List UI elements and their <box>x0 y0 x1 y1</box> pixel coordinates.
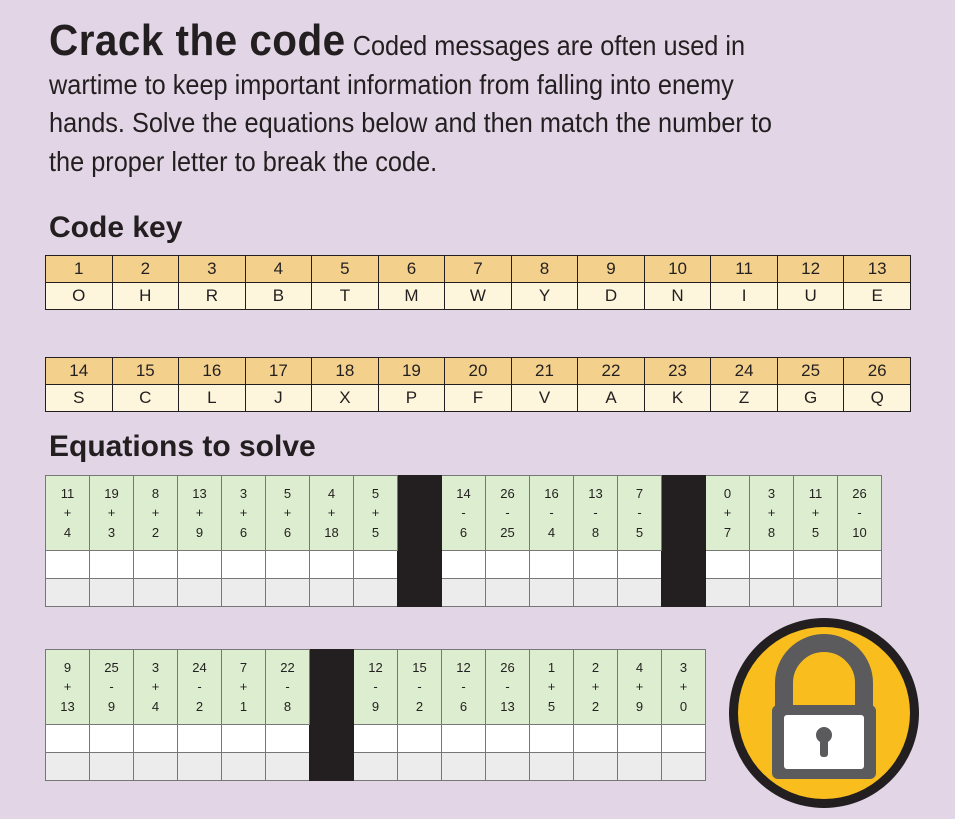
equation-cell <box>222 650 266 725</box>
equation-operand: 2 <box>151 524 160 540</box>
code-key-letter: T <box>312 283 379 310</box>
code-key-number: 6 <box>378 256 445 283</box>
answer-number-box[interactable] <box>442 725 486 753</box>
answer-letter-box[interactable] <box>222 753 266 781</box>
equation-cell <box>618 476 662 551</box>
code-key-letter: U <box>777 283 844 310</box>
equation-operand: 7 <box>239 659 248 675</box>
answer-number-box[interactable] <box>222 725 266 753</box>
equation-cell <box>354 476 398 551</box>
answer-number-box[interactable] <box>442 551 486 579</box>
equation-cell <box>398 650 442 725</box>
code-key-letter: J <box>245 385 312 412</box>
equation-operand: 12 <box>368 659 383 675</box>
code-key-letter: S <box>46 385 113 412</box>
answer-number-box[interactable] <box>706 551 750 579</box>
equation-operand: 13 <box>500 698 515 714</box>
answer-number-box[interactable] <box>266 725 310 753</box>
answer-letter-box[interactable] <box>574 753 618 781</box>
equation-cell <box>266 476 310 551</box>
answer-letter-box[interactable] <box>750 579 794 607</box>
code-key-table-1 <box>45 255 911 310</box>
equation-cell <box>838 476 882 551</box>
code-key-letter: W <box>445 283 512 310</box>
answer-letter-box[interactable] <box>486 579 530 607</box>
equation-operand: 4 <box>63 524 72 540</box>
equation-operand: 8 <box>283 698 292 714</box>
equation-operand: 26 <box>852 485 867 501</box>
answer-number-box[interactable] <box>618 551 662 579</box>
code-key-heading: Code key <box>49 211 183 244</box>
equation-cell <box>46 650 90 725</box>
answer-number-box[interactable] <box>486 725 530 753</box>
answer-number-box[interactable] <box>90 551 134 579</box>
answer-number-box[interactable] <box>838 551 882 579</box>
equation-operand: 4 <box>635 659 644 675</box>
equation-operand: 9 <box>195 524 204 540</box>
equation-operand: 0 <box>723 485 732 501</box>
code-key-letter-row <box>46 283 911 310</box>
answer-letter-box[interactable] <box>530 753 574 781</box>
equation-cell <box>90 476 134 551</box>
equation-operand: 4 <box>327 485 336 501</box>
equation-operator: + <box>151 679 160 695</box>
equation-operator: + <box>195 505 204 521</box>
code-key-letter: F <box>445 385 512 412</box>
equation-operand: 6 <box>239 524 248 540</box>
answer-number-box[interactable] <box>574 725 618 753</box>
equation-operand: 13 <box>588 485 603 501</box>
code-key-number: 11 <box>711 256 778 283</box>
equation-cell <box>134 476 178 551</box>
equation-cell <box>794 476 838 551</box>
answer-number-row <box>46 551 882 579</box>
answer-letter-box[interactable] <box>310 579 354 607</box>
equation-operator: + <box>151 505 160 521</box>
equation-operand: 5 <box>547 698 556 714</box>
equation-operator: + <box>591 679 600 695</box>
answer-number-box[interactable] <box>266 551 310 579</box>
equation-operator: + <box>327 505 336 521</box>
equation-operand: 3 <box>767 485 776 501</box>
equation-cell <box>530 650 574 725</box>
word-separator <box>310 650 354 781</box>
equation-operator: - <box>549 505 554 521</box>
equation-operator: + <box>239 505 248 521</box>
code-key-number: 1 <box>46 256 113 283</box>
equation-operator: - <box>593 505 598 521</box>
equation-operand: 25 <box>500 524 515 540</box>
equation-operator: + <box>371 505 380 521</box>
answer-letter-box[interactable] <box>222 579 266 607</box>
answer-number-box[interactable] <box>354 551 398 579</box>
code-key-letter: Z <box>711 385 778 412</box>
equation-operator: - <box>197 679 202 695</box>
equation-operand: 1 <box>547 659 556 675</box>
equation-cell <box>222 476 266 551</box>
answer-letter-box[interactable] <box>90 579 134 607</box>
answer-number-box[interactable] <box>134 551 178 579</box>
equation-operand: 3 <box>679 659 688 675</box>
equation-operand: 9 <box>371 698 380 714</box>
answer-letter-box[interactable] <box>134 579 178 607</box>
answer-letter-box[interactable] <box>618 579 662 607</box>
equation-operand: 5 <box>283 485 292 501</box>
word-separator <box>398 476 442 607</box>
equation-cell <box>310 476 354 551</box>
answer-number-box[interactable] <box>134 725 178 753</box>
equation-operand: 2 <box>195 698 204 714</box>
equation-operand: 11 <box>60 485 75 501</box>
answer-number-box[interactable] <box>662 725 706 753</box>
equation-operand: 7 <box>723 524 732 540</box>
code-key-number: 5 <box>312 256 379 283</box>
code-key-table-2 <box>45 357 911 412</box>
equation-cell <box>486 650 530 725</box>
equation-operand: 16 <box>544 485 559 501</box>
code-key-letter: N <box>644 283 711 310</box>
answer-letter-box[interactable] <box>354 753 398 781</box>
equation-operand: 10 <box>852 524 867 540</box>
code-key-number: 21 <box>511 358 578 385</box>
answer-number-box[interactable] <box>486 551 530 579</box>
answer-letter-box[interactable] <box>618 753 662 781</box>
equation-operator: - <box>505 505 510 521</box>
code-key-letter: B <box>245 283 312 310</box>
code-key-number: 10 <box>644 256 711 283</box>
equation-operator: + <box>767 505 776 521</box>
word-separator <box>662 476 706 607</box>
equation-operator: + <box>811 505 820 521</box>
answer-letter-box[interactable] <box>398 753 442 781</box>
equation-operator: - <box>109 679 114 695</box>
equation-operand: 0 <box>679 698 688 714</box>
code-key-number: 4 <box>245 256 312 283</box>
code-key-number: 15 <box>112 358 179 385</box>
code-key-number: 20 <box>445 358 512 385</box>
code-key-letter: G <box>777 385 844 412</box>
equations-heading: Equations to solve <box>49 430 316 463</box>
equation-operand: 4 <box>547 524 556 540</box>
code-key-letter: O <box>46 283 113 310</box>
code-key-number: 17 <box>245 358 312 385</box>
answer-letter-box[interactable] <box>442 579 486 607</box>
answer-letter-box[interactable] <box>354 579 398 607</box>
equation-operand: 2 <box>591 698 600 714</box>
answer-number-box[interactable] <box>310 551 354 579</box>
answer-number-box[interactable] <box>46 551 90 579</box>
equation-cell <box>178 476 222 551</box>
answer-letter-box[interactable] <box>178 579 222 607</box>
code-key-letter: P <box>378 385 445 412</box>
answer-letter-box[interactable] <box>706 579 750 607</box>
answer-number-box[interactable] <box>574 551 618 579</box>
equation-cell <box>530 476 574 551</box>
answer-number-box[interactable] <box>618 725 662 753</box>
code-key-number: 25 <box>777 358 844 385</box>
answer-letter-row <box>46 753 706 781</box>
equation-operator: + <box>283 505 292 521</box>
equation-operand: 3 <box>151 659 160 675</box>
equation-cell <box>46 476 90 551</box>
code-key-number: 13 <box>844 256 911 283</box>
equation-block-2 <box>45 649 706 781</box>
answer-number-box[interactable] <box>90 725 134 753</box>
equation-cell <box>442 650 486 725</box>
equation-operand: 1 <box>239 698 248 714</box>
code-key-letter: E <box>844 283 911 310</box>
code-key-number: 16 <box>179 358 246 385</box>
answer-number-box[interactable] <box>794 551 838 579</box>
code-key-number: 8 <box>511 256 578 283</box>
equation-operator: + <box>723 505 732 521</box>
code-key-letter: D <box>578 283 645 310</box>
equation-operator: - <box>461 679 466 695</box>
intro-text: Coded messages are often used in wartime to keep important information from falling into enemy hands. Solve the equations below and then match the number to the proper letter to break the code. <box>49 30 772 177</box>
equation-operand: 7 <box>635 485 644 501</box>
equation-operand: 15 <box>412 659 427 675</box>
code-key-number-row <box>46 256 911 283</box>
code-key-number: 2 <box>112 256 179 283</box>
equation-operator: + <box>63 505 72 521</box>
answer-number-box[interactable] <box>178 725 222 753</box>
equation-cell <box>706 476 750 551</box>
code-key-number: 7 <box>445 256 512 283</box>
answer-letter-box[interactable] <box>486 753 530 781</box>
equation-cell <box>90 650 134 725</box>
equation-cell <box>442 476 486 551</box>
answer-letter-box[interactable] <box>178 753 222 781</box>
equation-cell <box>486 476 530 551</box>
equation-operand: 18 <box>324 524 339 540</box>
equation-row <box>46 476 882 551</box>
equation-operand: 5 <box>811 524 820 540</box>
answer-letter-box[interactable] <box>442 753 486 781</box>
equation-operand: 8 <box>591 524 600 540</box>
code-key-letter: Y <box>511 283 578 310</box>
equation-cell <box>662 650 706 725</box>
code-key-number: 22 <box>578 358 645 385</box>
code-key-letter: Q <box>844 385 911 412</box>
code-key-letter: R <box>179 283 246 310</box>
equation-operator: - <box>505 679 510 695</box>
equation-operator: - <box>417 679 422 695</box>
answer-number-box[interactable] <box>354 725 398 753</box>
equation-operand: 13 <box>60 698 75 714</box>
equation-operand: 25 <box>104 659 119 675</box>
equation-cell <box>354 650 398 725</box>
equation-operand: 12 <box>456 659 471 675</box>
code-key-number: 19 <box>378 358 445 385</box>
answer-number-box[interactable] <box>398 725 442 753</box>
equation-cell <box>134 650 178 725</box>
equation-operand: 14 <box>456 485 471 501</box>
equation-operand: 2 <box>415 698 424 714</box>
answer-number-box[interactable] <box>530 725 574 753</box>
equation-operator: + <box>635 679 644 695</box>
equation-operand: 3 <box>239 485 248 501</box>
equation-operator: + <box>239 679 248 695</box>
equation-operand: 6 <box>459 524 468 540</box>
answer-number-box[interactable] <box>750 551 794 579</box>
equation-operand: 8 <box>767 524 776 540</box>
code-key-letter: X <box>312 385 379 412</box>
code-key-number: 26 <box>844 358 911 385</box>
equation-operand: 5 <box>635 524 644 540</box>
code-key-number: 23 <box>644 358 711 385</box>
equation-operand: 13 <box>192 485 207 501</box>
answer-letter-box[interactable] <box>46 753 90 781</box>
equation-operand: 9 <box>107 698 116 714</box>
code-key-letter: M <box>378 283 445 310</box>
equation-operand: 4 <box>151 698 160 714</box>
equation-operand: 5 <box>371 524 380 540</box>
equation-operator: + <box>63 679 72 695</box>
equation-operator: + <box>679 679 688 695</box>
answer-letter-box[interactable] <box>266 753 310 781</box>
equation-operand: 26 <box>500 659 515 675</box>
answer-letter-box[interactable] <box>574 579 618 607</box>
code-key-letter: I <box>711 283 778 310</box>
equation-operand: 5 <box>371 485 380 501</box>
answer-letter-box[interactable] <box>530 579 574 607</box>
equation-operator: - <box>637 505 642 521</box>
equation-operator: - <box>461 505 466 521</box>
code-key-number-row <box>46 358 911 385</box>
equation-operand: 9 <box>635 698 644 714</box>
answer-letter-box[interactable] <box>838 579 882 607</box>
equation-operand: 2 <box>591 659 600 675</box>
code-key-letter: H <box>112 283 179 310</box>
equation-operator: + <box>547 679 556 695</box>
equation-operator: - <box>857 505 862 521</box>
equation-cell <box>574 650 618 725</box>
intro-paragraph <box>49 16 785 181</box>
equation-operand: 22 <box>280 659 295 675</box>
padlock-icon <box>726 615 922 811</box>
equation-operand: 6 <box>283 524 292 540</box>
equation-cell <box>618 650 662 725</box>
code-key-letter: V <box>511 385 578 412</box>
equation-block-1 <box>45 475 882 607</box>
equation-operand: 11 <box>808 485 823 501</box>
equation-operand: 19 <box>104 485 119 501</box>
equation-row <box>46 650 706 725</box>
code-key-letter: K <box>644 385 711 412</box>
equation-cell <box>266 650 310 725</box>
code-key-letter: L <box>179 385 246 412</box>
equation-operand: 24 <box>192 659 207 675</box>
equation-cell <box>574 476 618 551</box>
code-key-number: 14 <box>46 358 113 385</box>
code-key-letter: A <box>578 385 645 412</box>
page-title: Crack the code <box>49 16 346 65</box>
equation-cell <box>750 476 794 551</box>
equation-operator: + <box>107 505 116 521</box>
code-key-number: 9 <box>578 256 645 283</box>
answer-number-box[interactable] <box>530 551 574 579</box>
code-key-number: 24 <box>711 358 778 385</box>
equation-operator: - <box>373 679 378 695</box>
code-key-number: 18 <box>312 358 379 385</box>
code-key-letter: C <box>112 385 179 412</box>
equation-operand: 9 <box>63 659 72 675</box>
answer-number-row <box>46 725 706 753</box>
answer-letter-row <box>46 579 882 607</box>
answer-number-box[interactable] <box>178 551 222 579</box>
answer-letter-box[interactable] <box>266 579 310 607</box>
equation-operand: 8 <box>151 485 160 501</box>
answer-letter-box[interactable] <box>794 579 838 607</box>
answer-letter-box[interactable] <box>46 579 90 607</box>
answer-number-box[interactable] <box>222 551 266 579</box>
answer-letter-box[interactable] <box>662 753 706 781</box>
equation-operator: - <box>285 679 290 695</box>
answer-letter-box[interactable] <box>134 753 178 781</box>
equation-cell <box>178 650 222 725</box>
code-key-number: 12 <box>777 256 844 283</box>
answer-number-box[interactable] <box>46 725 90 753</box>
equation-operand: 3 <box>107 524 116 540</box>
code-key-letter-row <box>46 385 911 412</box>
answer-letter-box[interactable] <box>90 753 134 781</box>
equation-operand: 6 <box>459 698 468 714</box>
equation-operand: 26 <box>500 485 515 501</box>
code-key-number: 3 <box>179 256 246 283</box>
